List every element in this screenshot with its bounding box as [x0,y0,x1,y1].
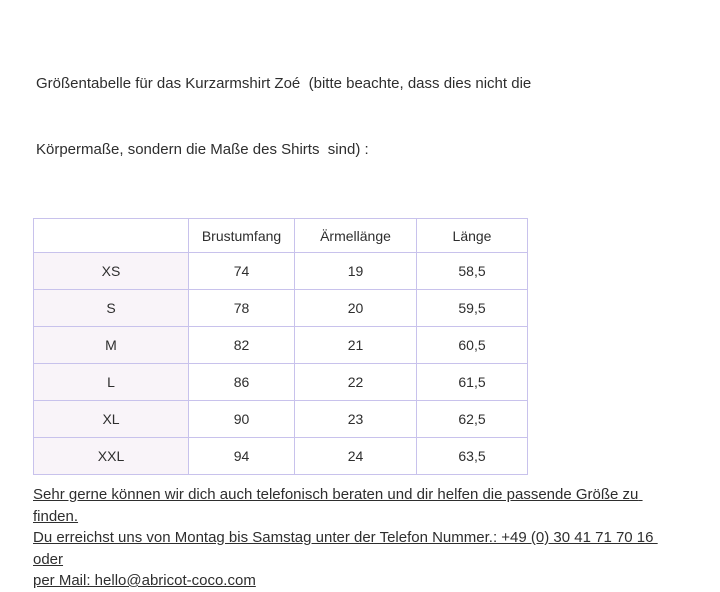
intro-text [36,29,720,205]
value-cell: 58,5 [417,253,528,290]
contact-text [33,484,673,592]
value-cell: 20 [295,290,417,327]
value-cell: 90 [189,401,295,438]
contact-text-line-2: Du erreichst uns von Montag bis Samstag unter der Telefon Nummer.: +49 (0) 30 41 71 70 16 oder [33,529,658,568]
value-cell: 94 [189,438,295,475]
size-label: M [34,327,189,364]
size-label: XL [34,401,189,438]
value-cell: 82 [189,327,295,364]
value-cell: 86 [189,364,295,401]
table-row-s [34,290,528,327]
value-cell: 19 [295,253,417,290]
value-cell: 63,5 [417,438,528,475]
column-header-size [34,219,189,253]
table-row-xs [34,253,528,290]
table-row-l [34,364,528,401]
value-cell: 59,5 [417,290,528,327]
size-label: XS [34,253,189,290]
intro-text-line-1: Größentabelle für das Kurzarmshirt Zoé (bitte beachte, dass dies nicht die [36,75,532,92]
contact-text-line-3: per Mail: hello@abricot-coco.com [33,572,256,589]
value-cell: 21 [295,327,417,364]
value-cell: 61,5 [417,364,528,401]
value-cell: 74 [189,253,295,290]
value-cell: 60,5 [417,327,528,364]
column-header-brustumfang: Brustumfang [189,219,295,253]
value-cell: 23 [295,401,417,438]
size-label: S [34,290,189,327]
contact-text-line-1: Sehr gerne können wir dich auch telefonisch beraten und dir helfen die passende Größe zu finden. [33,486,643,525]
size-label: XXL [34,438,189,475]
value-cell: 62,5 [417,401,528,438]
table-row-xxl [34,438,528,475]
column-header-aermellaenge: Ärmellänge [295,219,417,253]
value-cell: 24 [295,438,417,475]
table-header-row [34,219,528,253]
value-cell: 22 [295,364,417,401]
size-table [33,218,528,475]
intro-text-line-2: Körpermaße, sondern die Maße des Shirts sind) : [36,141,369,158]
value-cell: 78 [189,290,295,327]
column-header-laenge: Länge [417,219,528,253]
size-label: L [34,364,189,401]
table-row-xl [34,401,528,438]
table-row-m [34,327,528,364]
